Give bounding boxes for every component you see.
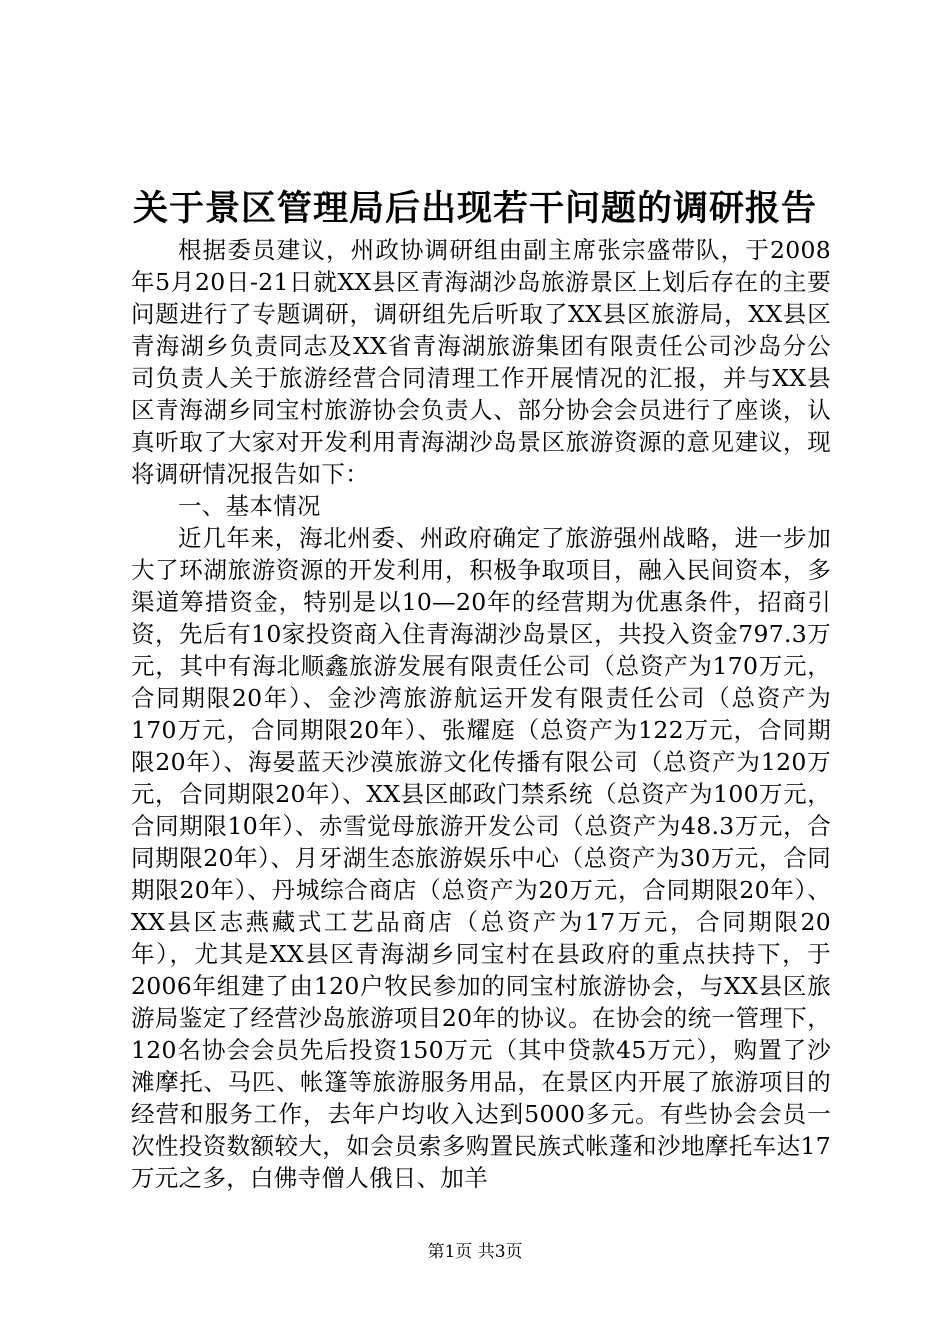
- paragraph-basic-situation: 近几年来，海北州委、州政府确定了旅游强州战略，进一步加大了环湖旅游资源的开发利用，积极争取项目，融入民间资本，多渠道筹措资金，特别是以10—20年的经营期为优惠条件，招商引资，先后有10家投资商入住青海湖沙岛景区，共投入资金797.3万元，其中有海北顺鑫旅游发展有限责任公司（总资产为170万元，合同期限20年）、金沙湾旅游航运开发有限责任公司（总资产为170万元，合同期限20年）、张耀庭（总资产为122万元，合同期限20年）、海晏蓝天沙漠旅游文化传播有限公司（总资产为120万元，合同期限20年）、XX县区邮政门禁系统（总资产为100万元，合同期限10年）、赤雪觉母旅游开发公司（总资产为48.3万元，合同期限20年）、月牙湖生态旅游娱乐中心（总资产为30万元，合同期限20年）、丹城综合商店（总资产为20万元，合同期限20年）、XX县区志燕藏式工艺品商店（总资产为17万元，合同期限20年），尤其是XX县区青海湖乡同宝村在县政府的重点扶持下，于2006年组建了由120户牧民参加的同宝村旅游协会，与XX县区旅游局鉴定了经营沙岛旅游项目20年的协议。在协会的统一管理下，120名协会会员先后投资150万元（其中贷款45万元），购置了沙滩摩托、马匹、帐篷等旅游服务用品，在景区内开展了旅游项目的经营和服务工作，去年户均收入达到5000多元。有些协会会员一次性投资数额较大，如会员索多购置民族式帐蓬和沙地摩托车达17万元之多，白佛寺僧人俄日、加羊: [131, 524, 832, 1192]
- section-heading-basic-situation: 一、基本情况: [178, 492, 321, 520]
- page-footer: 第1页 共3页: [427, 1242, 523, 1262]
- document-body: [131, 234, 831, 1194]
- paragraph-intro: 根据委员建议，州政协调研组由副主席张宗盛带队，于2008年5月20日-21日就XX县区青海湖沙岛旅游景区上划后存在的主要问题进行了专题调研，调研组先后听取了XX县区旅游局，XX县区青海湖乡负责同志及XX省青海湖旅游集团有限责任公司沙岛分公司负责人关于旅游经营合同清理工作开展情况的汇报，并与XX县区青海湖乡同宝村旅游协会负责人、部分协会会员进行了座谈，认真听取了大家对开发利用青海湖沙岛景区旅游资源的意见建议，现将调研情况报告如下：: [131, 236, 831, 488]
- document-title: 关于景区管理局后出现若干问题的调研报告: [132, 188, 817, 229]
